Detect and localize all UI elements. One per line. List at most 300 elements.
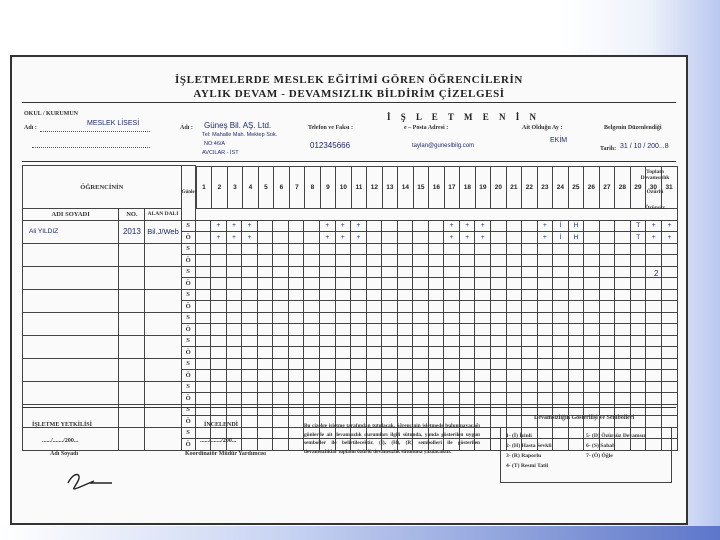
day-cell xyxy=(288,439,304,451)
day-cell xyxy=(522,370,538,382)
day-8: 8 xyxy=(305,166,321,208)
day-20: 20 xyxy=(491,166,507,208)
day-cell xyxy=(304,347,320,359)
day-cell xyxy=(537,324,553,336)
row-label-S: S xyxy=(181,358,195,370)
day-cell xyxy=(568,393,584,405)
day-cell xyxy=(615,335,631,347)
day-cell xyxy=(662,393,678,405)
day-cell xyxy=(584,255,600,267)
student-no-cell xyxy=(119,381,145,404)
day-cell xyxy=(257,358,273,370)
mark-s-day-14 xyxy=(397,220,413,232)
day-cell xyxy=(584,243,600,255)
day-cell xyxy=(335,301,351,313)
day-cell xyxy=(257,301,273,313)
day-cell xyxy=(428,358,444,370)
day-cell xyxy=(522,255,538,267)
day-cell xyxy=(273,312,289,324)
day-cell xyxy=(646,358,662,370)
day-cell xyxy=(273,393,289,405)
day-cell xyxy=(537,370,553,382)
day-cell xyxy=(615,278,631,290)
day-cell xyxy=(444,347,460,359)
day-cell xyxy=(413,335,429,347)
day-cell xyxy=(615,289,631,301)
row-label-Ö: Ö xyxy=(181,393,195,405)
day-cell xyxy=(320,358,336,370)
day-cell xyxy=(428,289,444,301)
day-cell xyxy=(630,404,646,416)
day-cell xyxy=(553,347,569,359)
mark-s-day-18: + xyxy=(459,220,475,232)
day-cell xyxy=(382,301,398,313)
day-cell xyxy=(335,393,351,405)
day-cell xyxy=(288,347,304,359)
day-cell xyxy=(444,289,460,301)
day-cell xyxy=(320,301,336,313)
day-9: 9 xyxy=(320,166,336,208)
day-cell xyxy=(615,266,631,278)
column-dept: ALAN DALI xyxy=(145,209,181,221)
unexcused-label: Özürsüz xyxy=(645,205,665,211)
day-cell xyxy=(382,358,398,370)
header-divider xyxy=(22,161,676,162)
day-cell xyxy=(584,404,600,416)
day-cell xyxy=(288,427,304,439)
day-cell xyxy=(257,393,273,405)
day-cell xyxy=(522,301,538,313)
day-cell xyxy=(242,427,258,439)
mark-s-day-12 xyxy=(366,220,382,232)
mark-s-day-6 xyxy=(273,220,289,232)
day-cell xyxy=(413,404,429,416)
day-cell xyxy=(584,370,600,382)
day-cell xyxy=(320,381,336,393)
mark-s-day-20 xyxy=(491,220,507,232)
day-cell xyxy=(335,278,351,290)
day-cell xyxy=(491,312,507,324)
day-cell xyxy=(211,347,227,359)
day-cell xyxy=(351,312,367,324)
day-cell xyxy=(382,370,398,382)
business-address-line2: NO:46/A xyxy=(204,141,226,147)
slide-bottom-bar xyxy=(0,526,720,540)
day-cell xyxy=(320,393,336,405)
day-cell xyxy=(335,347,351,359)
day-cell xyxy=(568,243,584,255)
day-cell xyxy=(304,301,320,313)
day-cell xyxy=(662,416,678,428)
day-cell xyxy=(662,324,678,336)
row-label-S: S xyxy=(181,427,195,439)
day-cell xyxy=(506,312,522,324)
day-cell xyxy=(599,393,615,405)
table-row xyxy=(23,381,678,393)
day-cell xyxy=(662,312,678,324)
day-cell xyxy=(444,255,460,267)
day-cell xyxy=(553,393,569,405)
day-cell xyxy=(444,243,460,255)
mark-s-day-5 xyxy=(257,220,273,232)
mark-s-day-23: + xyxy=(537,220,553,232)
day-17: 17 xyxy=(444,166,460,208)
day-cell xyxy=(615,381,631,393)
row-label-Ö: Ö xyxy=(181,255,195,267)
student-name: Ali YILDIZ xyxy=(23,220,119,243)
day-cell xyxy=(397,324,413,336)
day-cell xyxy=(630,358,646,370)
day-cell xyxy=(584,381,600,393)
day-cell xyxy=(522,358,538,370)
day-cell xyxy=(226,370,242,382)
day-cell xyxy=(662,381,678,393)
student-no-cell xyxy=(119,266,145,289)
day-cell xyxy=(382,289,398,301)
day-cell xyxy=(211,243,227,255)
day-cell xyxy=(491,393,507,405)
day-cell xyxy=(615,301,631,313)
day-cell xyxy=(242,370,258,382)
day-cell xyxy=(242,324,258,336)
mark-s-day-30: + xyxy=(646,220,662,232)
day-cell xyxy=(646,255,662,267)
day-cell xyxy=(599,381,615,393)
day-cell xyxy=(382,393,398,405)
day-cell xyxy=(351,324,367,336)
day-cell xyxy=(584,266,600,278)
day-cell xyxy=(397,289,413,301)
day-cell xyxy=(568,404,584,416)
day-cell xyxy=(444,393,460,405)
day-cell xyxy=(320,312,336,324)
day-cell xyxy=(257,255,273,267)
day-15: 15 xyxy=(413,166,429,208)
day-cell xyxy=(522,312,538,324)
day-cell xyxy=(304,324,320,336)
day-cell xyxy=(351,381,367,393)
day-cell xyxy=(506,266,522,278)
mark-o-day-18: + xyxy=(459,232,475,244)
school-name-value: MESLEK LİSESİ xyxy=(87,120,140,127)
day-cell xyxy=(475,301,491,313)
row-label-S: S xyxy=(181,266,195,278)
day-cell xyxy=(257,278,273,290)
day-cell xyxy=(288,312,304,324)
day-cell xyxy=(646,416,662,428)
day-cell xyxy=(599,347,615,359)
day-cell xyxy=(506,255,522,267)
day-cell xyxy=(320,289,336,301)
day-cell xyxy=(382,347,398,359)
day-cell xyxy=(506,289,522,301)
day-cell xyxy=(211,278,227,290)
phone-label: Telefon ve Faksı : xyxy=(308,125,353,131)
day-cell xyxy=(553,266,569,278)
day-cell xyxy=(584,358,600,370)
day-cell xyxy=(242,278,258,290)
instruction-note: Bu çizelge işletme tarafından tutulacak, öğrencinin işletmede bulunmayacağı günlerde ait devamsızlık durumları ilgili sütunda, yanda gösterilen uygun semboller ile belirtilecektir. (İ), (H), (R) sembolleri ile gösterilen devamsızlıklar toplamı özürlü devamsızlık sütununa yazılacaktır. xyxy=(304,423,480,455)
day-cell xyxy=(537,301,553,313)
day-cell xyxy=(211,255,227,267)
row-label-S: S xyxy=(181,381,195,393)
day-cell xyxy=(506,393,522,405)
mark-s-day-24: İ xyxy=(553,220,569,232)
day-cell xyxy=(646,324,662,336)
day-cell xyxy=(662,289,678,301)
day-cell xyxy=(226,324,242,336)
day-cell xyxy=(568,278,584,290)
day-cell xyxy=(553,301,569,313)
mark-o-day-6 xyxy=(273,232,289,244)
day-cell xyxy=(568,358,584,370)
day-cell xyxy=(351,393,367,405)
day-cell xyxy=(211,289,227,301)
day-cell xyxy=(335,243,351,255)
header-row-top xyxy=(23,166,678,209)
day-14: 14 xyxy=(398,166,414,208)
day-cell xyxy=(522,404,538,416)
row-label-Ö: Ö xyxy=(181,347,195,359)
student-name-cell xyxy=(23,335,119,358)
day-cell xyxy=(211,381,227,393)
day-cell xyxy=(491,404,507,416)
day-cell xyxy=(195,301,211,313)
student-name-cell xyxy=(23,381,119,404)
day-cell xyxy=(444,335,460,347)
day-cell xyxy=(646,404,662,416)
day-cell xyxy=(382,312,398,324)
student-no-cell xyxy=(119,335,145,358)
mark-o-day-26 xyxy=(584,232,600,244)
day-cell xyxy=(630,278,646,290)
day-cell xyxy=(304,404,320,416)
email-value: taylan@guneslbilg.com xyxy=(412,143,475,149)
day-cell xyxy=(428,404,444,416)
day-cell xyxy=(273,335,289,347)
day-cell xyxy=(506,358,522,370)
day-cell xyxy=(273,266,289,278)
day-cell xyxy=(599,324,615,336)
day-cell xyxy=(273,255,289,267)
mark-s-day-3: + xyxy=(226,220,242,232)
day-cell xyxy=(459,381,475,393)
day-cell xyxy=(242,312,258,324)
day-cell xyxy=(553,278,569,290)
day-cell xyxy=(304,370,320,382)
student-dept-cell xyxy=(145,358,181,381)
day-cell xyxy=(242,301,258,313)
day-cell xyxy=(382,255,398,267)
day-cell xyxy=(195,266,211,278)
day-cell xyxy=(273,243,289,255)
day-cell xyxy=(491,266,507,278)
symbols-right xyxy=(586,433,646,463)
symbols-left xyxy=(506,433,552,473)
row-label-S: S xyxy=(181,243,195,255)
day-cell xyxy=(553,255,569,267)
day-cell xyxy=(351,255,367,267)
day-cell xyxy=(273,278,289,290)
day-cell xyxy=(257,427,273,439)
day-31: 31 xyxy=(661,166,677,208)
day-cell xyxy=(195,243,211,255)
day-cell xyxy=(428,301,444,313)
footer-divider xyxy=(22,407,676,408)
mark-o-day-28 xyxy=(615,232,631,244)
day-cell xyxy=(226,312,242,324)
mark-s-day-22 xyxy=(522,220,538,232)
day-cell xyxy=(195,335,211,347)
day-cell xyxy=(397,278,413,290)
day-cell xyxy=(568,289,584,301)
day-cell xyxy=(397,255,413,267)
day-cell xyxy=(491,370,507,382)
day-cell xyxy=(475,393,491,405)
day-11: 11 xyxy=(351,166,367,208)
day-cell xyxy=(444,358,460,370)
day-cell xyxy=(506,324,522,336)
mark-s-day-26 xyxy=(584,220,600,232)
day-cell xyxy=(242,381,258,393)
day-cell xyxy=(242,416,258,428)
day-cell xyxy=(553,289,569,301)
business-name-value: Güneş Bil. AŞ. Ltd. xyxy=(204,121,272,130)
day-cell xyxy=(522,381,538,393)
day-22: 22 xyxy=(522,166,538,208)
day-cell xyxy=(288,381,304,393)
day-cell xyxy=(428,335,444,347)
day-cell xyxy=(537,289,553,301)
day-cell xyxy=(506,243,522,255)
day-cell xyxy=(413,347,429,359)
day-cell xyxy=(335,335,351,347)
day-cell xyxy=(553,312,569,324)
day-cell xyxy=(537,404,553,416)
day-cell xyxy=(646,335,662,347)
student-no-cell xyxy=(119,289,145,312)
day-cell xyxy=(506,335,522,347)
day-cell xyxy=(568,255,584,267)
day-cell xyxy=(491,335,507,347)
day-cell xyxy=(320,266,336,278)
day-cell xyxy=(630,312,646,324)
attendance-form xyxy=(10,55,688,525)
day-cell xyxy=(475,243,491,255)
day-cell xyxy=(537,312,553,324)
day-cell xyxy=(615,324,631,336)
mark-o-day-14 xyxy=(397,232,413,244)
day-cell xyxy=(413,370,429,382)
mark-s-day-19: + xyxy=(475,220,491,232)
mark-o-day-31: + xyxy=(662,232,678,244)
day-cell xyxy=(273,358,289,370)
day-cell xyxy=(288,266,304,278)
day-cell xyxy=(428,393,444,405)
day-cell xyxy=(553,358,569,370)
manager-date: ....../......./200... xyxy=(42,438,79,444)
day-cell xyxy=(273,439,289,451)
mark-s-day-25: H xyxy=(568,220,584,232)
day-cell xyxy=(537,358,553,370)
day-cell xyxy=(242,335,258,347)
mark-s-day-10: + xyxy=(335,220,351,232)
day-cell xyxy=(288,335,304,347)
day-3: 3 xyxy=(227,166,243,208)
day-cell xyxy=(646,243,662,255)
day-cell xyxy=(568,301,584,313)
day-cell xyxy=(584,301,600,313)
student-dept-cell xyxy=(145,381,181,404)
mark-o-day-3: + xyxy=(226,232,242,244)
day-cell xyxy=(506,301,522,313)
mark-o-day-7 xyxy=(288,232,304,244)
mark-o-day-17: + xyxy=(444,232,460,244)
day-cell xyxy=(506,278,522,290)
day-cell xyxy=(273,427,289,439)
mark-s-day-2: + xyxy=(211,220,227,232)
school-name-label: Adı : xyxy=(24,125,37,131)
day-cell xyxy=(226,255,242,267)
day-cell xyxy=(288,255,304,267)
day-cell xyxy=(615,243,631,255)
symbol-item: 7- (Ö) Öğle xyxy=(586,453,613,459)
day-numbers xyxy=(195,166,677,209)
day-cell xyxy=(242,243,258,255)
mark-s-day-4: + xyxy=(242,220,258,232)
day-cell xyxy=(413,278,429,290)
day-cell xyxy=(288,370,304,382)
day-cell xyxy=(475,266,491,278)
student-name-cell xyxy=(23,243,119,266)
day-cell xyxy=(506,404,522,416)
day-cell xyxy=(615,370,631,382)
school-name-dots xyxy=(40,131,150,132)
day-cell xyxy=(397,381,413,393)
day-cell xyxy=(459,324,475,336)
day-cell xyxy=(630,381,646,393)
day-cell xyxy=(195,370,211,382)
day-cell xyxy=(351,404,367,416)
day-30: 30 xyxy=(646,166,662,208)
day-cell xyxy=(382,324,398,336)
day-cell xyxy=(257,289,273,301)
day-cell xyxy=(288,243,304,255)
day-cell xyxy=(444,370,460,382)
day-cell xyxy=(226,347,242,359)
day-cell xyxy=(242,266,258,278)
day-cell xyxy=(413,243,429,255)
day-cell xyxy=(257,416,273,428)
day-cell xyxy=(662,335,678,347)
day-cell xyxy=(273,289,289,301)
excused-label: Özürlü xyxy=(646,189,664,195)
day-cell xyxy=(351,278,367,290)
day-cell xyxy=(630,393,646,405)
month-value: EKİM xyxy=(550,137,568,144)
day-cell xyxy=(195,381,211,393)
day-cell xyxy=(428,381,444,393)
day-cell xyxy=(522,393,538,405)
day-cell xyxy=(366,404,382,416)
symbol-item: 4- (T) Resmi Tatil xyxy=(506,463,549,469)
mark-s-day-13 xyxy=(382,220,398,232)
mark-o-day-15 xyxy=(413,232,429,244)
day-cell xyxy=(211,312,227,324)
day-cell xyxy=(444,381,460,393)
day-cell xyxy=(537,335,553,347)
day-cell xyxy=(475,347,491,359)
